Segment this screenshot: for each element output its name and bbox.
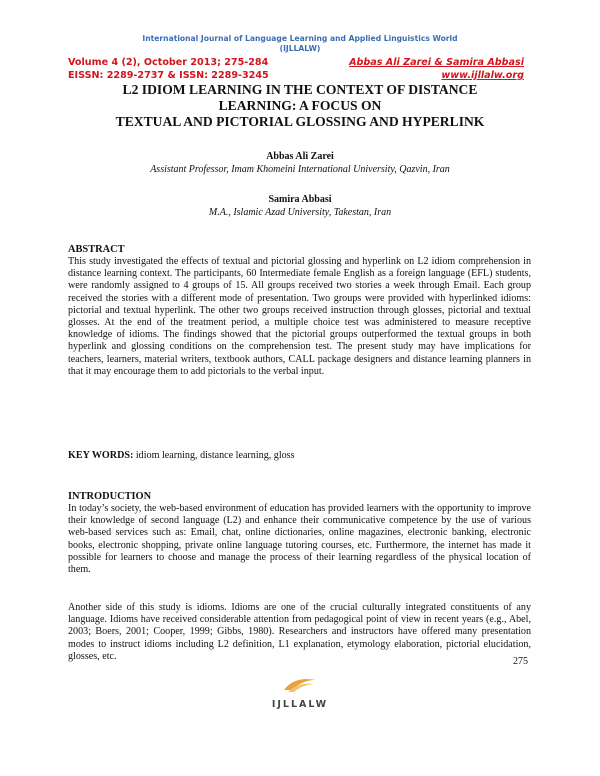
author-block-2 [60,193,540,219]
introduction-paragraph-2: Another side of this study is idioms. Idioms are one of the crucial culturally integrated constituents of any language. Idioms have received considerable attention from pedagogical point of view in recent years (e.g., Abel, 2003; Boers, 2001; Cooper, 1999; Gibbs, 1980). Researchers and instructors have offered many presentation modes to instruct idioms including L2 definition, L1 explanation, etymology elaboration, pictorial elucidation, glosses, etc. [68,602,531,662]
logo-text: IJLLALW [271,699,329,710]
header-links [349,56,524,82]
author-affiliation: Assistant Professor, Imam Khomeini International University, Qazvin, Iran [150,164,450,175]
keywords [68,450,295,461]
title-line-2: LEARNING: A FOCUS ON [218,98,382,113]
journal-name [0,34,600,54]
introduction-heading: INTRODUCTION [68,491,152,502]
title-line-3: TEXTUAL AND PICTORIAL GLOSSING AND HYPERLINK [115,114,485,129]
abstract-text: This study investigated the effects of textual and pictorial glossing and hyperlink on L2 idiom comprehension in distance learning context. The participants, 60 Intermediate female English as a foreign language (EFL) students, were randomly assigned to 4 groups of 15. All groups received two stories a week through Email. Each group received the stories with a different mode of presentation. Two groups were provided with hyperlinked idioms: pictorial and textual hyperlink. The other two groups received instruction through glosses, pictorial and textual glosses. At the end of the treatment period, a multiple choice test was administered to measure receptive knowledge of idioms. The findings showed that the pictorial groups outperformed the textual groups in both hyperlink and glossing conditions on the comprehension test. The present study may have implications for teachers, learners, material writers, textbook authors, CALL package designers and distance learning planners in that it may encourage them to add pictorials to the verbal input. [68,256,531,377]
author-block-1 [60,150,540,176]
journal-abbreviation: (IJLLALW) [279,44,321,53]
logo-icon [280,672,320,694]
author-name: Abbas Ali Zarei [266,151,334,162]
keywords-text: idiom learning, distance learning, gloss [135,450,295,461]
introduction-paragraph-1: In today’s society, the web-based environment of education has provided learners with the opportunity to improve their knowledge of second language (L2) and enhance their communicative competence by the use of various web-based services such as: Email, chat, online dictionaries, online magazines, electronic banking, electronic books, electronic shopping, private online language tutoring courses, etc. Furthermore, the internet has made it possible for learners to choose and manage the process of their learning regardless of the physical location of them. [68,503,531,576]
author-name: Samira Abbasi [268,194,332,205]
abstract-heading: ABSTRACT [68,244,125,255]
issue-info [68,56,269,82]
issn-info: EISSN: 2289-2737 & ISSN: 2289-3245 [68,70,269,81]
journal-logo [0,672,600,710]
page-number: 275 [513,656,528,667]
website-link[interactable]: www.ijllalw.org [441,70,524,81]
title-line-1: L2 IDIOM LEARNING IN THE CONTEXT OF DISTANCE [122,82,478,97]
paper-title [60,82,540,130]
volume-info: Volume 4 (2), October 2013; 275-284 [68,57,269,68]
journal-title: International Journal of Language Learning and Applied Linguistics World [142,34,458,43]
author-affiliation: M.A., Islamic Azad University, Takestan, Iran [208,207,392,218]
keywords-label: KEY WORDS: [68,450,134,461]
authors-short-link[interactable]: Abbas Ali Zarei & Samira Abbasi [349,57,524,68]
